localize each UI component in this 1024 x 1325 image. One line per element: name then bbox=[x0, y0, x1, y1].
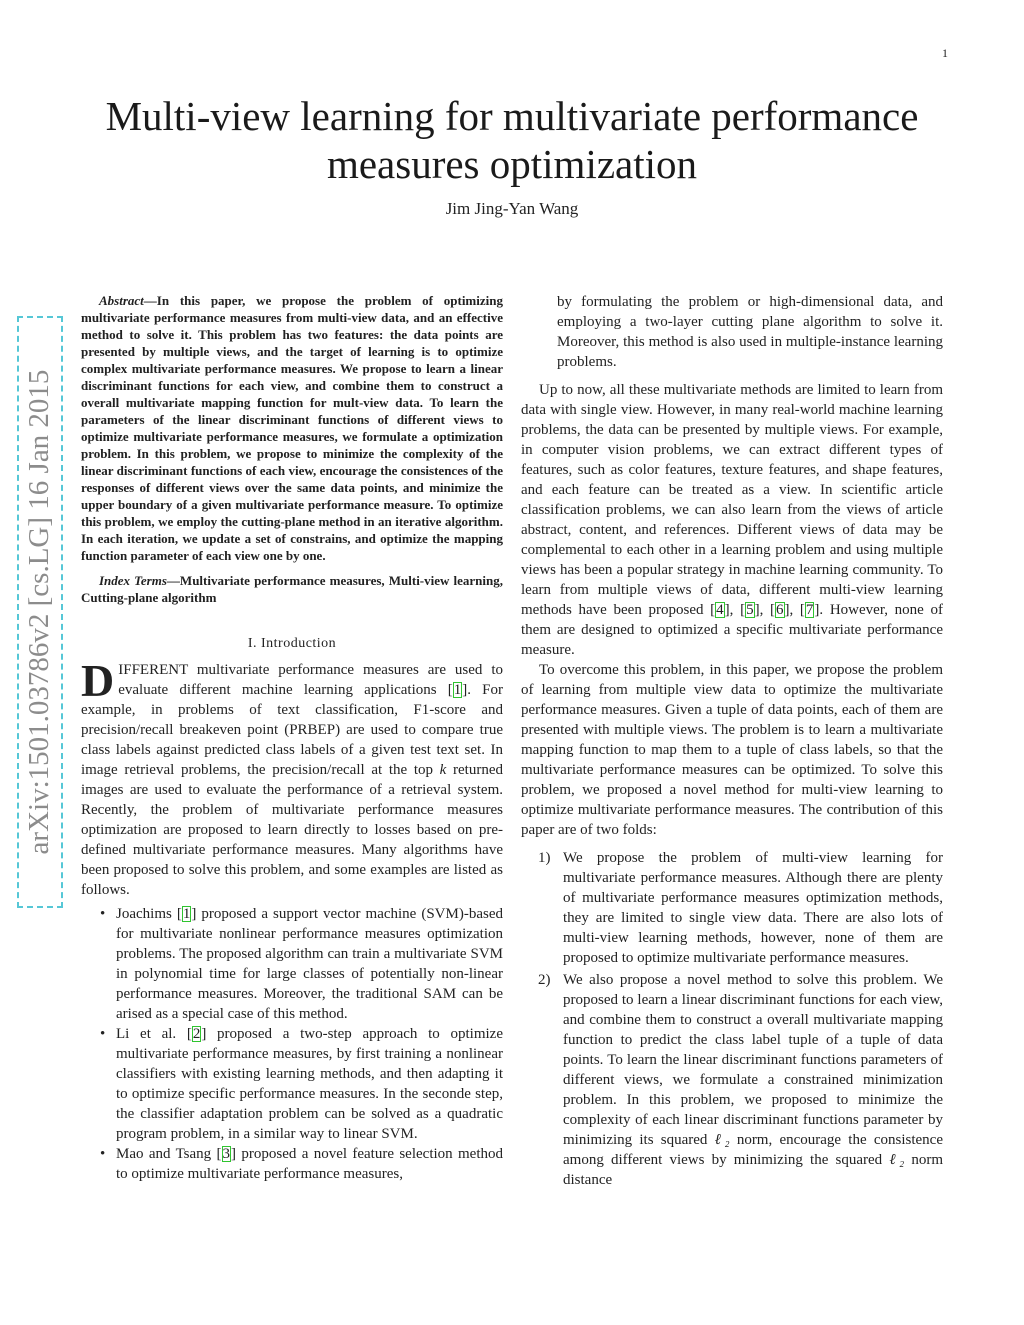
citation-link[interactable]: 6 bbox=[776, 602, 784, 618]
bullet-text: ] proposed a support vector machine (SVM)-based for multivariate nonlinear performance measures optimization problems. The proposed algorithm can train a multivariate SVM in polynomial time for large classes of potentially non-linear performance measures. Moreover, the traditional SAM can be arised as a special case of this method. bbox=[116, 906, 503, 1022]
intro-text: IFFERENT multivariate performance measures are used to evaluate different machine learning applications [ bbox=[118, 662, 503, 698]
math-symbol: ℓ₂ bbox=[889, 1152, 905, 1168]
list-item bbox=[81, 1024, 503, 1144]
citation-link[interactable]: 3 bbox=[222, 1146, 231, 1162]
math-variable: k bbox=[439, 762, 447, 778]
list-item-text: norm distance bbox=[563, 1152, 943, 1188]
bullet-icon: • bbox=[100, 1026, 106, 1042]
bullet-text: Li et al. [ bbox=[116, 1026, 192, 1042]
list-number: 1) bbox=[538, 850, 551, 866]
author-name: Jim Jing-Yan Wang bbox=[445, 199, 579, 218]
page-number: 1 bbox=[942, 46, 948, 60]
math-symbol: ℓ₂ bbox=[714, 1132, 730, 1148]
paragraph-text: ]. However, none of them are designed to optimized a specific multivariate performance measure. bbox=[521, 602, 943, 658]
intro-paragraph bbox=[81, 655, 503, 900]
bullet-text: Joachims [ bbox=[116, 906, 182, 922]
citation-link[interactable]: 5 bbox=[746, 602, 754, 618]
list-item bbox=[521, 848, 943, 968]
body-paragraph: Up to now, all these multivariate methods are limited to learn from data with single view. However, in many real-world machine learning problems, the data can be presented by multiple views. For example, in computer vision problems, we can extract different types of features, such as color features, texture features, and shape features, and each feature can be treated as a view. In scientific article classification problems, we can also learn from the views of article abstract, content, and references. Different views of data may be complemental to each other in a learning problem and using multiple views has been a popular strategy in machine learning community. To learn from multiple views of data, different multi-view learning methods have been proposed [4], [5], [6], [7]. However, none of them are designed to optimized a specific multivariate performance measure. bbox=[521, 382, 943, 658]
intro-text: returned images are used to evaluate the performance of a retrieval system. Recently, the problem of multivariate performance measures optimization are proposed to learn directly to losses based on pre-defined multivariate performance measures. Many algorithms have been proposed to solve this problem, and some examples are listed as follows. bbox=[81, 762, 503, 898]
drop-cap: D bbox=[81, 655, 115, 706]
abstract-label: Abstract bbox=[99, 293, 144, 308]
citation-link[interactable]: 4 bbox=[716, 602, 724, 618]
bullet-icon: • bbox=[100, 906, 106, 922]
list-item-text: We also propose a novel method to solve this problem. We proposed to learn a linear discriminant functions for each view, and combine them to construct a overall multivariate mapping function to predict the class label tuple of a tuple of data points. To learn the linear discriminant functions parameters of different views, we formulate a constrained minimization problem. In this problem, we proposed to minimize the complexity of each linear discriminant functions parameter by minimizing its squared bbox=[563, 972, 943, 1148]
left-column bbox=[81, 292, 503, 1184]
body-paragraph: To overcome this problem, in this paper, we propose the problem of learning from multiple view data to optimize the multivariate performance measures. Given a tuple of data points, each of them are presented with multiple views. The problem is to learn a multivariate mapping function to map them to a tuple of class labels, so that the multivariate performance measures can be optimized. To solve this problem, we proposed a novel method for multi-view learning to optimize multivariate performance measures. The contribution of this paper are of two folds: bbox=[521, 662, 943, 838]
abstract bbox=[81, 292, 503, 564]
citation-link[interactable]: 1 bbox=[453, 682, 462, 698]
bullet-text: ] proposed a novel feature selection method to optimize multivariate performance measures, bbox=[116, 1146, 503, 1182]
contribution-list bbox=[521, 848, 943, 1190]
list-number: 2) bbox=[538, 972, 551, 988]
index-terms-text: —Multivariate performance measures, Multi-view learning, Cutting-plane algorithm bbox=[81, 573, 503, 605]
method-bullet-list bbox=[81, 904, 503, 1184]
right-column bbox=[521, 292, 943, 1192]
list-item bbox=[81, 1144, 503, 1184]
list-item-text: We propose the problem of multi-view learning for multivariate performance measures. Although there are plenty of multivariate performance measures optimization methods, they are limited to single view data. There are also lots of multi-view learning methods, however, none of them are proposed to optimize multivariate performance measures. bbox=[563, 850, 943, 966]
intro-text: ]. For example, in problems of text classification, F1-score and precision/recall breakeven point (PRBEP) are used to compare true class labels against predicted class labels of a given test text set. In image retrieval problems, the precision/recall at the top bbox=[81, 682, 503, 778]
list-item bbox=[81, 904, 503, 1024]
list-item-text: norm, encourage the consistence among different views by minimizing the squared bbox=[563, 1132, 943, 1168]
section-heading-introduction: I. Introduction bbox=[247, 636, 337, 651]
abstract-text: —In this paper, we propose the problem of optimizing multivariate performance measures from multi-view data, and an effective method to solve it. This problem has two features: the data points are presented by multiple views, and the target of learning is to optimize complex multivariate performance measures. We propose to learn a linear discriminant functions for each view, and combine them to construct a overall multivariate mapping function for mult-view data. To learn the parameters of the linear discriminant functions of different views to optimize multivariate performance measures, we formulate a optimization problem. In this problem, we propose to minimize the complexity of the linear discriminant functions of each view, encourage the consistences of the responses of different views over the same data points, and minimize the upper boundary of a given multivariate performance measure. To optimize this problem, we employ the cutting-plane method in an iterative algorithm. In each iteration, we update a set of constrains, and optimize the mapping function parameter of each view one by one. bbox=[81, 293, 503, 563]
index-terms-label: Index Terms bbox=[99, 573, 167, 588]
index-terms bbox=[81, 572, 503, 606]
bullet-text: Mao and Tsang [ bbox=[116, 1146, 222, 1162]
paper-title: Multi-view learning for multivariate performance measures optimization bbox=[105, 93, 919, 187]
list-item bbox=[521, 970, 943, 1190]
paragraph-text: Up to now, all these multivariate methods are limited to learn from data with single view. However, in many real-world machine learning problems, the data can be presented by multiple views. For example, in computer vision problems, we can extract different types of features, such as color features, texture features, and shape features, and each feature can be treated as a view. In scientific article classification problems, we can also learn from the views of article abstract, content, and references. Different views of data may be complemental to each other in a learning problem and using multiple views has been a popular strategy in machine learning community. To learn from multiple views of data, different multi-view learning methods have been proposed [ bbox=[521, 382, 943, 618]
citation-link[interactable]: 7 bbox=[805, 602, 814, 618]
bullet-icon: • bbox=[100, 1146, 106, 1162]
arxiv-identifier-stamp: arXiv:1501.03786v2 [cs.LG] 16 Jan 2015 bbox=[17, 316, 63, 908]
citation-link[interactable]: 2 bbox=[192, 1026, 201, 1042]
bullet-continuation: by formulating the problem or high-dimensional data, and employing a two-layer cutting plane algorithm to solve it. Moreover, this method is also used in multiple-instance learning problems. bbox=[557, 294, 943, 370]
citation-link[interactable]: 1 bbox=[182, 906, 191, 922]
bullet-text: ] proposed a two-step approach to optimize multivariate performance measures, by first training a nonlinear classifiers with existing learning methods, and then adapting it to optimize specific performance measures. In the seconde step, the classifier adaptation problem can be solved as a quadratic program problem, in a similar way to linear SVM. bbox=[116, 1026, 503, 1142]
